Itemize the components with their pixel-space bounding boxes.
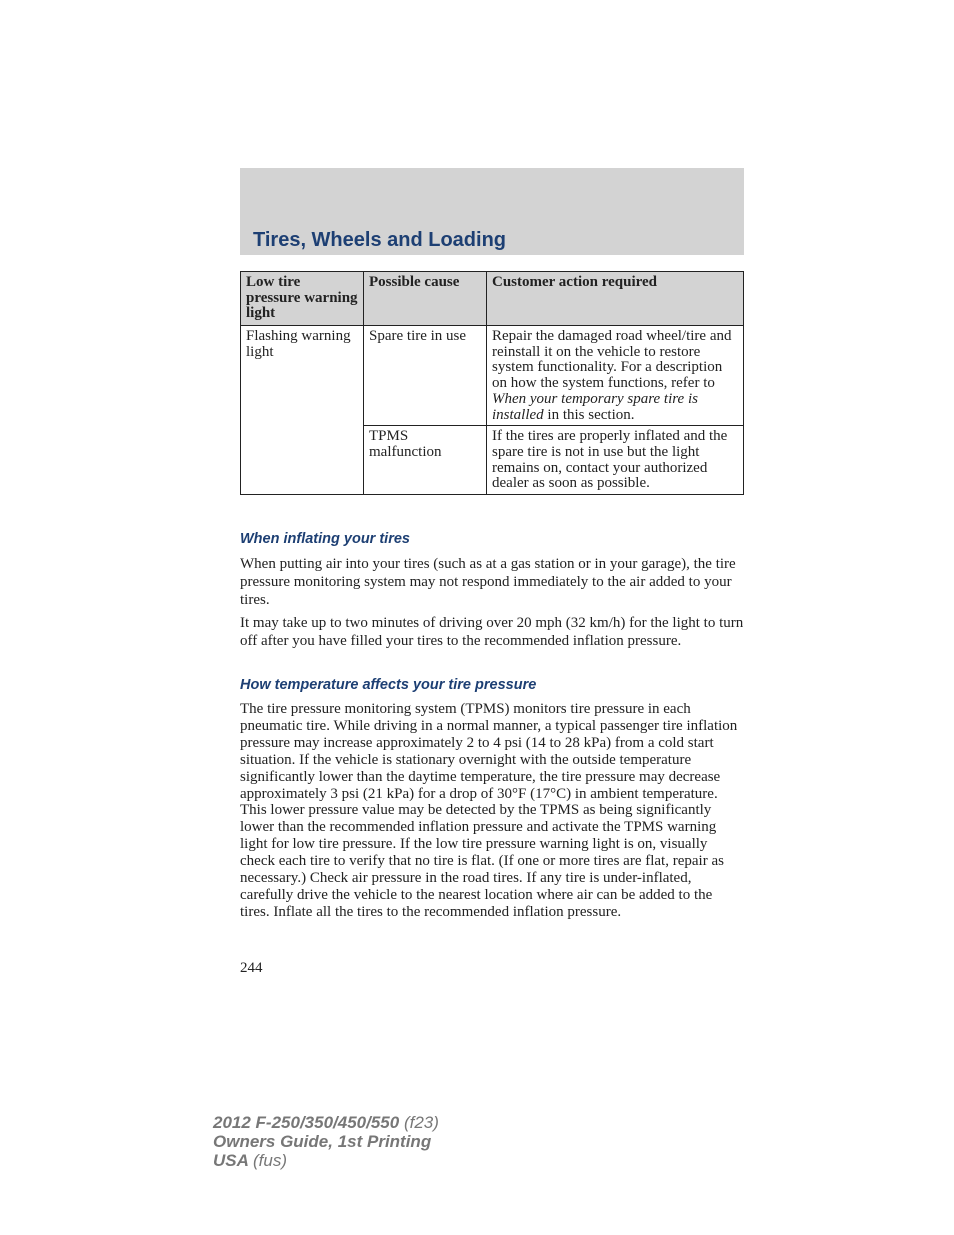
subsection-heading: When inflating your tires (240, 531, 410, 547)
action-text: in this section. (547, 406, 635, 423)
table-header-row (241, 272, 744, 326)
print-footer (213, 1113, 439, 1170)
footer-code: (fus) (253, 1151, 287, 1170)
subsection-heading: How temperature affects your tire pressure (240, 677, 537, 693)
action-text: Repair the damaged road wheel/tire and reinstall it on the vehicle to restore system functionality. For a description on how the system functions, refer to (492, 328, 732, 392)
page-number: 244 (240, 960, 263, 976)
cause-cell: TPMS malfunction (364, 426, 487, 495)
footer-line (213, 1113, 439, 1132)
action-cell: If the tires are properly inflated and the spare tire is not in use but the light remains on, contact your authorized dealer as soon as possible. (487, 426, 744, 495)
cause-cell: Spare tire in use (364, 326, 487, 426)
tpms-warning-table (240, 271, 744, 495)
table-row (241, 326, 744, 426)
action-cell (487, 326, 744, 426)
footer-line (213, 1151, 439, 1170)
footer-line: Owners Guide, 1st Printing (213, 1132, 432, 1151)
table-header-cell: Customer action required (487, 272, 744, 326)
section-title: Tires, Wheels and Loading (253, 229, 507, 251)
body-paragraph: The tire pressure monitoring system (TPMS) monitors tire pressure in each pneumatic tire. While driving in a normal manner, a typical passenger tire inflation pressure may increase approximately 2 to 4 psi (14 to 28 kPa) from a cold start situation. If the vehicle is stationary overnight with the outside temperature significantly lower than the daytime temperature, the tire pressure may decrease approximately 3 psi (21 kPa) for a drop of 30°F (17°C) in ambient temperature. This lower pressure value may be detected by the TPMS as being significantly lower than the recommended inflation pressure and activate the TPMS warning light for low tire pressure. If the low tire pressure warning light is on, visually check each tire to verify that no tire is flat. (If one or more tires are flat, repair as necessary.) Check air pressure in the road tires. If any tire is under-inflated, carefully drive the vehicle to the nearest location where air can be added to the tires. Inflate all the tires to the recommended inflation pressure. (240, 701, 738, 920)
table-header-cell: Possible cause (364, 272, 487, 326)
footer-country: USA (213, 1151, 249, 1170)
warning-light-cell: Flashing warning light (241, 326, 364, 495)
section-reference: When your temporary spare tire is installed (492, 390, 698, 423)
section-header-band (240, 168, 744, 255)
body-paragraph: It may take up to two minutes of driving over 20 mph (32 km/h) for the light to turn off after you have filled your tires to the recommended inflation pressure. (240, 615, 744, 649)
table-header-cell: Low tire pressure warning light (241, 272, 364, 326)
body-paragraph: When putting air into your tires (such as at a gas station or in your garage), the tire pressure monitoring system may not respond immediately to the air added to your tires. (240, 556, 736, 608)
footer-code: (f23) (403, 1113, 439, 1132)
footer-model: 2012 F-250/350/450/550 (213, 1113, 400, 1132)
